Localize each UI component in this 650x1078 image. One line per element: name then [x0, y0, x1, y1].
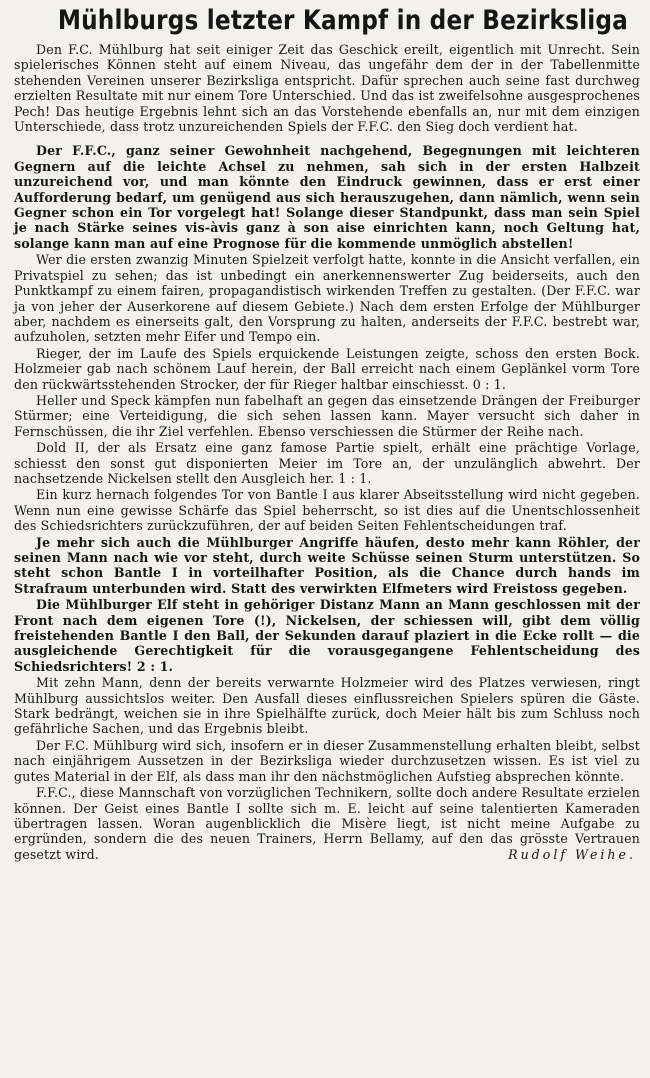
article-paragraph-2: Der F.F.C., ganz seiner Gewohnheit nachgehend, Begegnungen mit leichteren Gegnern auf die leichte Achsel zu nehmen, sah sich in der ersten Halbzeit unzureichend vor, und man könnte den Eindruck gewinnen, dass er erst einer Aufforderung bedarf, um genügend aus sich herauszugehen, dann nämlich, wenn sein Gegner schon ein Tor vorgelegt hat! Solange dieser Standpunkt, dass man sein Spiel je nach Stärke seines vis-àvis ganz à son aise einrichten kann, noch Geltung hat, solange kann man auf eine Prognose für die kommende unmöglich abstellen! [14, 143, 640, 251]
article-paragraph-12-text: F.F.C., diese Mannschaft von vorzüglichen Technikern, sollte doch andere Resultate erzielen können. Der Geist eines Bantle I sollte sich m. E. leicht auf seine talentierten Kameraden übertragen lassen. Woran augenblicklich die Misère liegt, ist nicht meine Aufgabe zu ergründen, sondern die des neuen Trainers, Herrn Bellamy, auf den das grösste Vertrauen gesetzt wird. [14, 785, 640, 862]
article-paragraph-4: Rieger, der im Laufe des Spiels erquickende Leistungen zeigte, schoss den ersten Bock. Holzmeier gab nach schönem Lauf herein, der Ball erreicht nach einem Geplänkel vorm Tore den rückwärtsstehenden Strocker, der für Rieger haltbar einschiesst. 0 : 1. [14, 345, 640, 392]
author-signature: Rudolf Weihe. [508, 846, 636, 862]
article-paragraph-5: Heller und Speck kämpfen nun fabelhaft an gegen das einsetzende Drängen der Freiburger Stürmer; eine Verteidigung, die sich sehen lassen kann. Mayer versucht sich daher in Fernschüssen, die ihr Ziel verfehlen. Ebenso verschiessen die Stürmer der Reihe nach. [14, 392, 640, 439]
article-paragraph-1: Den F.C. Mühlburg hat seit einiger Zeit das Geschick ereilt, eigentlich mit Unrecht. Sein spielerisches Können steht auf einem Niveau, das ungefähr dem der in der Tabellenmitte stehenden Vereinen unserer Bezirksliga entspricht. Dafür sprechen auch seine fast durchweg erzielten Resultate mit nur einem Tore Unterschied. Und das ist zweifelsohne ausgesprochenes Pech! Das heutige Ergebnis lehnt sich an das Vorstehende ebenfalls an, nur mit dem einzigen Unterschiede, dass trotz unzureichenden Spiels der F.F.C. den Sieg doch verdient hat. [14, 42, 640, 135]
article-paragraph-9: Die Mühlburger Elf steht in gehöriger Distanz Mann an Mann geschlossen mit der Front nach dem eigenen Tore (!), Nickelsen, der schiessen will, gibt dem völlig freistehenden Bantle I den Ball, der Sekunden darauf plaziert in die Ecke rollt — die ausgleichende Gerechtigkeit für die vorausgegangene Fehlentscheidung des Schiedsrichters! 2 : 1. [14, 597, 640, 674]
article-paragraph-11: Der F.C. Mühlburg wird sich, insofern er in dieser Zusammenstellung erhalten bleibt, selbst nach einjährigem Aussetzen in der Bezirksliga wieder durchzusetzen wissen. Es ist viel zu gutes Material in der Elf, als dass man ihr den nächstmöglichen Aufstieg absprechen könnte. [14, 737, 640, 784]
article-paragraph-8: Je mehr sich auch die Mühlburger Angriffe häufen, desto mehr kann Röhler, der seinen Mann nach wie vor steht, durch weite Schüsse seinen Sturm unterstützen. So steht schon Bantle I in vorteilhafter Position, als die Chance durch hands im Strafraum unterbunden wird. Statt des verwirkten Elfmeters wird Freistoss gegeben. [14, 534, 640, 596]
article-paragraph-10: Mit zehn Mann, denn der bereits verwarnte Holzmeier wird des Platzes verwiesen, ringt Mühlburg aussichtslos weiter. Den Ausfall dieses einflussreichen Spielers spüren die Gäste. Stark bedrängt, weichen sie in ihre Spielhälfte zurück, doch Meier hält bis zum Schluss noch gefährliche Sachen, und das Ergebnis bleibt. [14, 675, 640, 737]
paragraph-gap [14, 135, 640, 143]
article-paragraph-6: Dold II, der als Ersatz eine ganz famose Partie spielt, erhält eine prächtige Vorlage, schiesst den sonst gut disponierten Meier im Tore an, der unzulänglich abwehrt. Der nachsetzende Nickelsen stellt den Ausgleich her. 1 : 1. [14, 440, 640, 486]
article-headline: Mühlburgs letzter Kampf in der Bezirksliga [57, 5, 628, 36]
article-paragraph-12 [14, 785, 640, 862]
article-paragraph-3: Wer die ersten zwanzig Minuten Spielzeit verfolgt hatte, konnte in die Ansicht verfallen, ein Privatspiel zu sehen; das ist unbedingt ein anerkennenswerter Zug beiderseits, auch den Punktkampf zu einem fairen, propagandistisch wirkenden Treffen zu gestalten. (Der F.F.C. war ja von jeher der Auserkorene auf diesem Gebiete.) Nach dem ersten Erfolge der Mühlburger aber, nachdem es einerseits galt, den Vorsprung zu halten, anderseits der F.F.C. bestrebt war, aufzuholen, setzten mehr Eifer und Tempo ein. [14, 252, 640, 345]
article-paragraph-7: Ein kurz hernach folgendes Tor von Bantle I aus klarer Abseitsstellung wird nicht gegeben. Wenn nun eine gewisse Schärfe das Spiel beherrscht, so ist dies auf die Unentschlossenheit des Schiedsrichters zurückzuführen, der auf beiden Seiten Fehlentscheidungen traf. [14, 487, 640, 534]
